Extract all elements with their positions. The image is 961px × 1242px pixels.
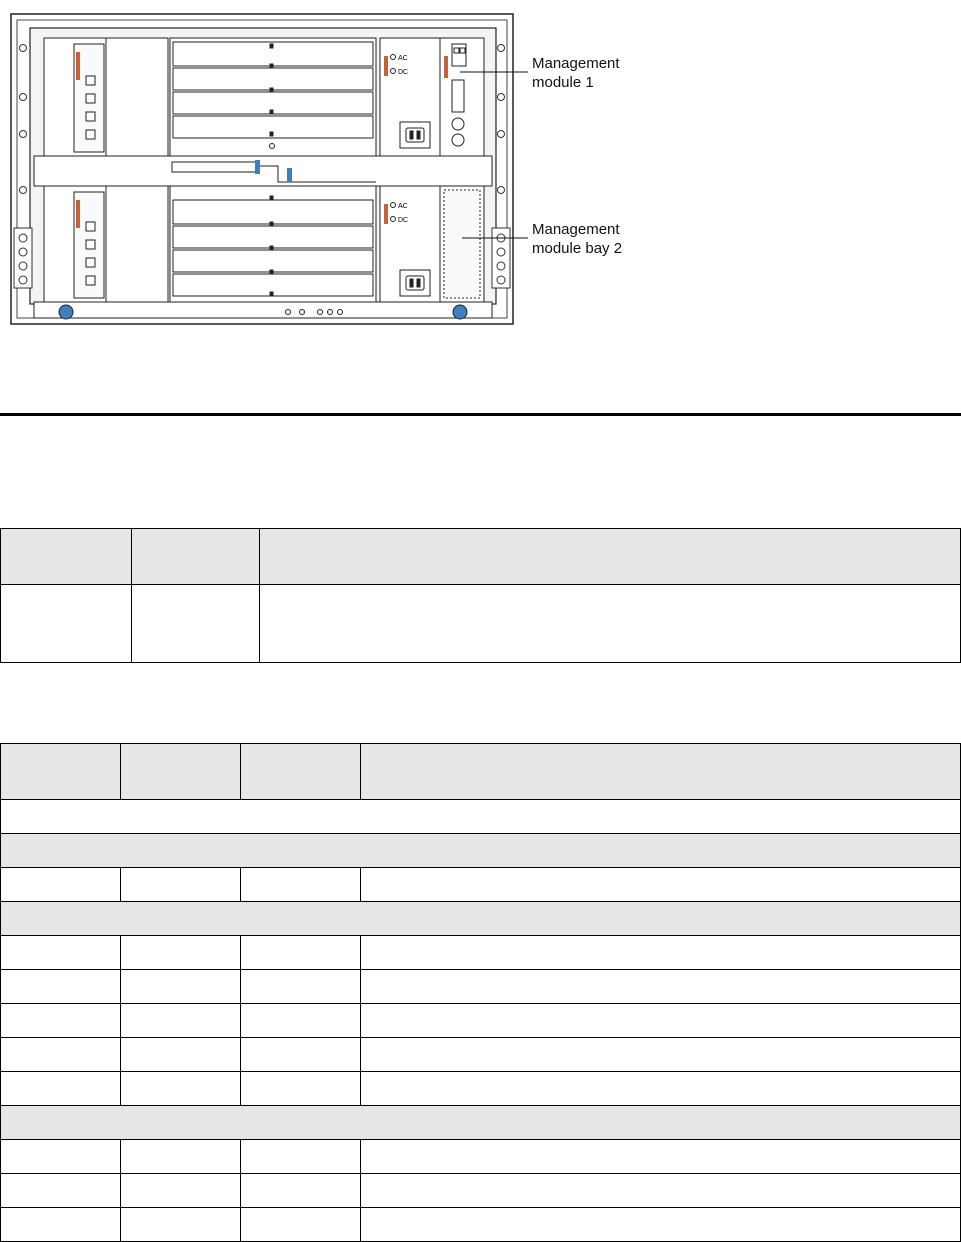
table-cell	[1, 585, 132, 663]
callout-1-line-2: module 1	[532, 74, 594, 91]
table-cell	[241, 1072, 361, 1106]
led-label-dc-bottom: DC	[398, 217, 409, 224]
table-cell	[361, 1174, 961, 1208]
table-cell	[1, 936, 121, 970]
table-header-row	[1, 529, 961, 585]
table-cell	[241, 868, 361, 902]
table-cell	[121, 1072, 241, 1106]
table-cell	[121, 868, 241, 902]
blower-slots-bottom	[170, 186, 376, 302]
management-module-1	[440, 38, 484, 156]
table-header-cell	[132, 529, 260, 585]
callout-2-line-2: module bay 2	[532, 240, 623, 257]
table-group-row	[1, 800, 961, 834]
table-row	[1, 1038, 961, 1072]
table-header-cell	[361, 744, 961, 800]
table-cell	[241, 1038, 361, 1072]
table-cell	[132, 585, 260, 663]
table-header-row	[1, 744, 961, 800]
table-cell	[121, 936, 241, 970]
detail-table	[0, 743, 961, 1242]
chassis-bottom-bar	[34, 302, 492, 318]
release-latch-left	[59, 305, 73, 319]
table-header-cell	[1, 744, 121, 800]
table-cell	[361, 970, 961, 1004]
callout-management-module-bay-2	[532, 220, 622, 258]
table-header-cell	[1, 529, 132, 585]
table-row	[1, 1140, 961, 1174]
table-cell	[241, 936, 361, 970]
table-cell	[121, 970, 241, 1004]
table-cell	[260, 585, 961, 663]
management-module-bay-2	[440, 186, 484, 302]
table-group-row	[1, 902, 961, 936]
table-cell	[361, 1140, 961, 1174]
table-cell	[361, 868, 961, 902]
table-cell	[1, 1140, 121, 1174]
blower-slots-top	[170, 38, 376, 156]
table-cell	[361, 936, 961, 970]
table-cell	[121, 1140, 241, 1174]
table-cell	[121, 1208, 241, 1242]
table-row	[1, 1072, 961, 1106]
table-cell	[241, 1208, 361, 1242]
table-row	[1, 970, 961, 1004]
led-label-dc-top: DC	[398, 69, 409, 76]
led-label-ac-top: AC	[398, 55, 408, 62]
table-cell	[1, 868, 121, 902]
table-header-cell	[260, 529, 961, 585]
power-module-top	[380, 38, 440, 156]
table-cell	[241, 970, 361, 1004]
power-module-bottom	[380, 186, 440, 302]
table-cell	[241, 1174, 361, 1208]
table-cell	[1, 1038, 121, 1072]
table-cell	[121, 1038, 241, 1072]
table-header-cell	[241, 744, 361, 800]
table-row	[1, 1174, 961, 1208]
switch-module-top	[44, 38, 106, 156]
table-row	[1, 868, 961, 902]
table-cell	[1, 970, 121, 1004]
table-group-cell	[1, 834, 961, 868]
table-cell	[1, 1208, 121, 1242]
table-group-cell	[1, 1106, 961, 1140]
table-cell	[361, 1208, 961, 1242]
table-cell	[1, 1072, 121, 1106]
callout-1-line-1: Management	[532, 55, 620, 72]
chassis-rear-view-diagram	[0, 0, 650, 335]
detail-table-body	[1, 800, 961, 1242]
table-row	[1, 936, 961, 970]
led-label-ac-bottom: AC	[398, 203, 408, 210]
callout-2-line-1: Management	[532, 221, 620, 238]
table-group-cell	[1, 800, 961, 834]
section-divider-rule	[0, 413, 961, 416]
release-latch-right	[453, 305, 467, 319]
table-cell	[361, 1038, 961, 1072]
table-row	[1, 1004, 961, 1038]
table-cell	[1, 1174, 121, 1208]
callout-management-module-1	[532, 54, 620, 92]
table-cell	[241, 1140, 361, 1174]
table-cell	[121, 1174, 241, 1208]
table-group-cell	[1, 902, 961, 936]
table-cell	[121, 1004, 241, 1038]
table-cell	[361, 1072, 961, 1106]
table-cell	[241, 1004, 361, 1038]
summary-table	[0, 528, 961, 663]
switch-module-bottom	[44, 186, 106, 302]
table-cell	[361, 1004, 961, 1038]
table-row	[1, 1208, 961, 1242]
table-header-cell	[121, 744, 241, 800]
midplane-divider	[34, 156, 492, 186]
table-group-row	[1, 834, 961, 868]
table-row	[1, 585, 961, 663]
table-cell	[1, 1004, 121, 1038]
table-group-row	[1, 1106, 961, 1140]
